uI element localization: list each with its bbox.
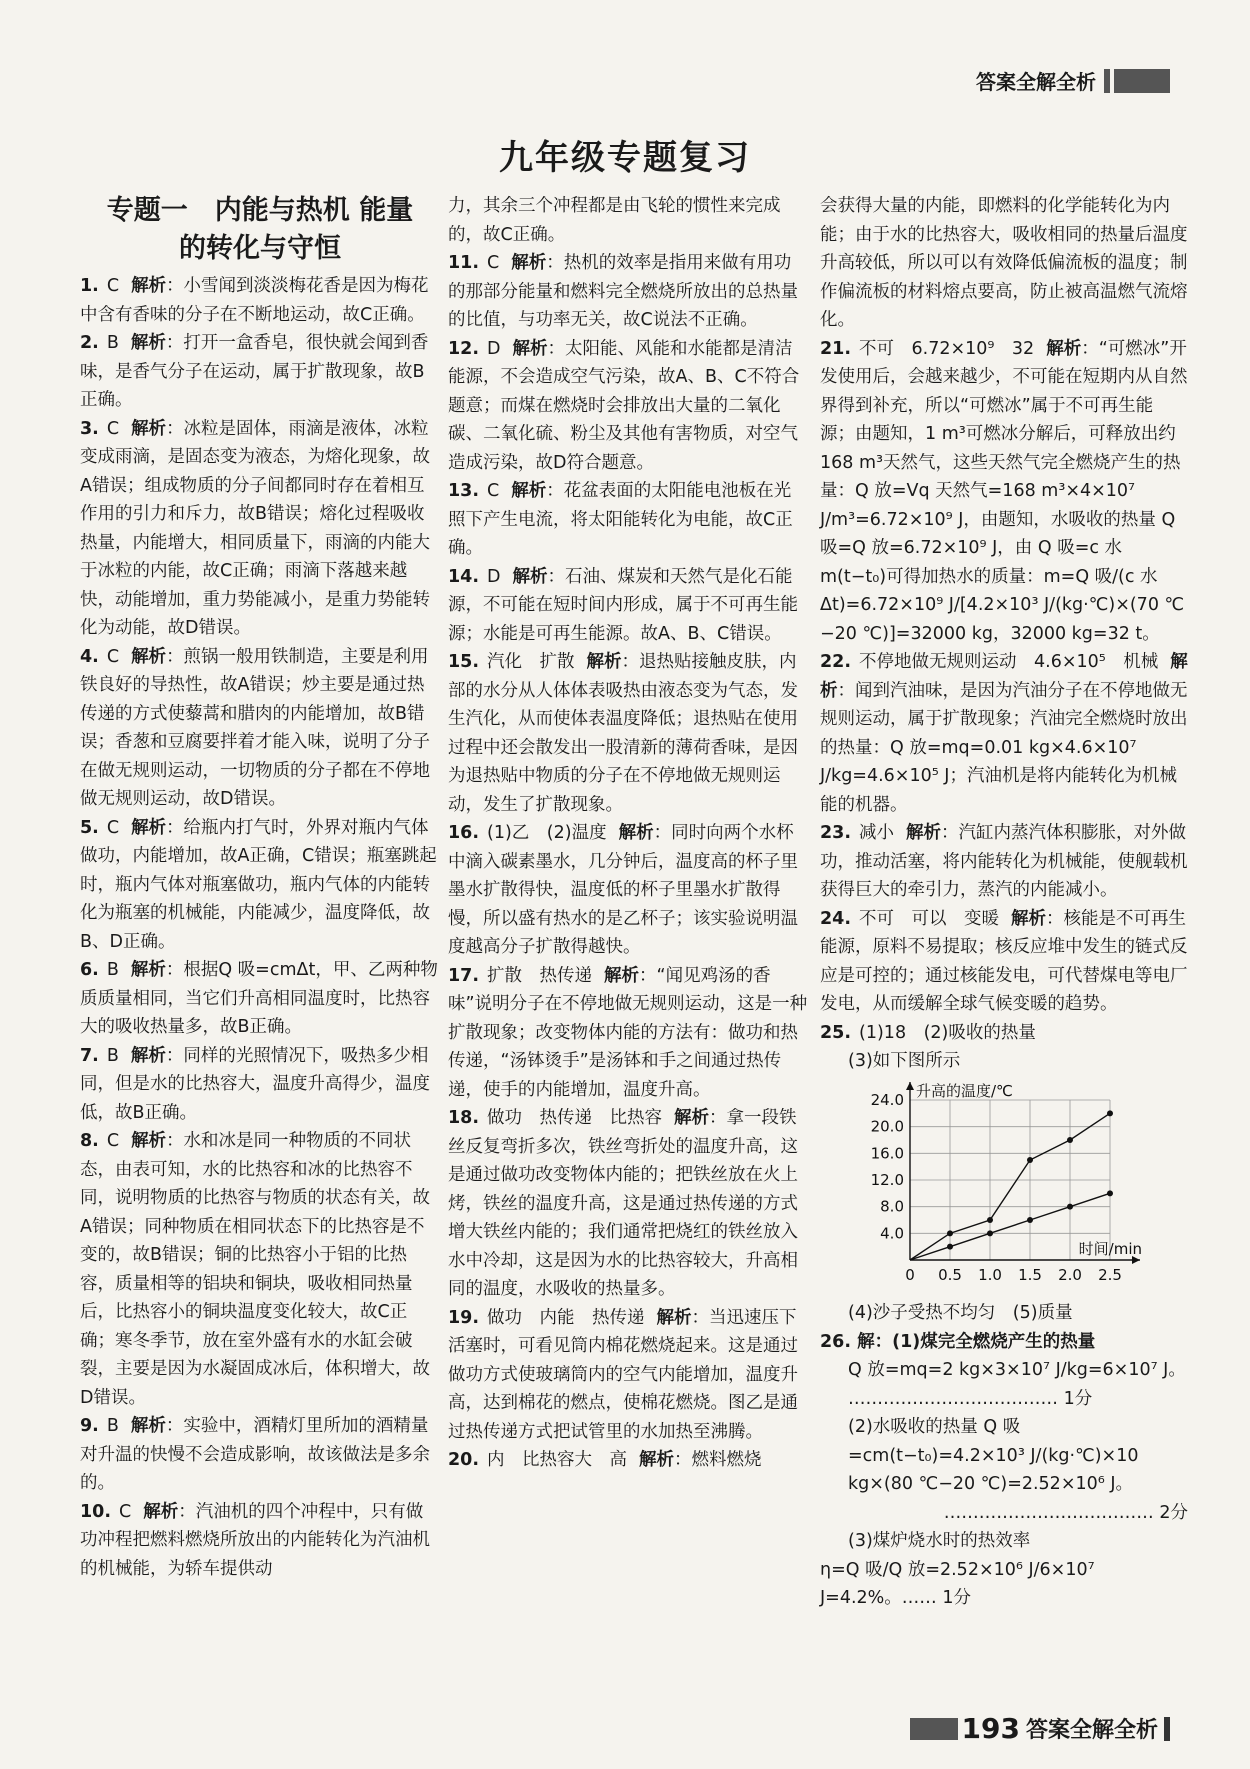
answer-item <box>80 643 440 814</box>
data-point <box>1067 1203 1073 1209</box>
analysis-text: ：闻到汽油味，是因为汽油分子在不停地做无规则运动，属于扩散现象；汽油完全燃烧时放出的热量：Q 放=mq=0.01 kg×4.6×10⁷ J/kg=4.6×10⁵ J；汽油机是将内能转化为机械能的机器。 <box>820 680 1188 815</box>
answer-item <box>448 1304 808 1447</box>
q26-score1: ……………………………… 1分 <box>848 1388 1093 1409</box>
data-point <box>1027 1157 1033 1163</box>
analysis-label: 解析 <box>130 1416 166 1436</box>
answer-number: 24. <box>820 908 852 929</box>
answer-number: 20. <box>448 1450 480 1470</box>
x-tick-label: 0 <box>905 1265 915 1284</box>
series-line-upper <box>910 1113 1110 1260</box>
analysis-label: 解析 <box>674 1108 710 1128</box>
answer-number: 9. <box>80 1416 99 1436</box>
answer-number: 6. <box>80 960 99 980</box>
answer-item <box>80 1042 440 1128</box>
answer-value: C <box>119 1501 132 1522</box>
answer-item <box>820 192 1188 335</box>
answer-value: D <box>487 566 501 587</box>
answer-number: 13. <box>448 481 480 501</box>
answer-value: 做功 热传递 比热容 <box>487 1108 663 1128</box>
answer-value: C <box>106 276 120 296</box>
answer-item <box>80 814 440 957</box>
analysis-text: ：小雪闻到淡淡梅花香是因为梅花中含有香味的分子在不断地运动，故C正确。 <box>80 276 429 325</box>
answer-item <box>448 563 808 649</box>
column-1 <box>80 192 440 1583</box>
analysis-text: ：核能是不可再生能源，原料不易提取；核反应堆中发生的链式反应是可控的；通过核能发电，可代替煤电等电厂发电，从而缓解全球气候变暖的趋势。 <box>820 908 1188 1014</box>
analysis-label: 解析 <box>131 817 167 838</box>
analysis-text: ：同时向两个水杯中滴入碳素墨水，几分钟后，温度高的杯子里墨水扩散得快，温度低的杯子里墨水扩散得慢，所以盛有热水的是乙杯子；该实验说明温度越高分子扩散得越快。 <box>448 823 798 957</box>
analysis-label: 解析 <box>1046 338 1082 359</box>
analysis-text: ：石油、煤炭和天然气是化石能源，不可能在短时间内形成，属于不可再生能源；水能是可再生能源。故A、B、C错误。 <box>448 566 798 644</box>
analysis-text: ：同样的光照情况下，吸热多少相同，但是水的比热容大，温度升高得少，温度低，故B正确。 <box>80 1045 430 1123</box>
answer-item <box>820 335 1188 649</box>
analysis-label: 解析 <box>820 652 1188 701</box>
analysis-label: 解析 <box>131 276 167 296</box>
analysis-text: ：根据Q 吸=cmΔt，甲、乙两种物质质量相同，当它们升高相同温度时，比热容大的吸收热量多，故B正确。 <box>80 960 438 1037</box>
answer-item <box>80 1127 440 1412</box>
x-tick-label: 1.5 <box>1018 1265 1042 1284</box>
page-title: 九年级专题复习 <box>499 138 751 178</box>
data-point <box>947 1243 953 1249</box>
answer-value: 减小 <box>859 823 895 843</box>
analysis-text: ：“可燃冰”开发使用后，会越来越少，不可能在短期内从自然界得到补充，所以“可燃冰”属于不可再生能源；由题知，1 m³可燃冰分解后，可释放出约168 m³天然气，这些天然气完全燃烧产生的热量：Q 放=Vq 天然气=168 m³×4×10⁷ J/m³=6.72×10⁹ J，由题知，水吸收的热量 Q 吸=Q 放=6.72×10⁹ J，由 Q 吸=c 水 m(t−t₀)可得加热水的质量：m=Q 吸/(c 水 Δt)=6.72×10⁹ J/[4.2×10³ J/(kg·℃)×(70 ℃−20 ℃)]=32000 kg，32000 kg=32 t。 <box>820 338 1188 644</box>
section-title-line2: 的转化与守恒 <box>179 233 341 264</box>
answer-value: (1)18 (2)吸收的热量 <box>859 1022 1036 1043</box>
analysis-text: ：花盆表面的太阳能电池板在光照下产生电流，将太阳能转化为电能，故C正确。 <box>448 481 793 558</box>
analysis-label: 解析 <box>639 1450 675 1470</box>
answer-value: 不可 可以 变暖 <box>859 908 1000 929</box>
answer-item <box>80 1498 440 1584</box>
analysis-text: ：冰粒是固体，雨滴是液体，冰粒变成雨滴，是固态变为液态，为熔化现象，故A错误；组成物质的分子间都同时存在着相互作用的引力和斥力，故B错误；熔化过程吸收热量，内能增大，相同质量下，雨滴的内能大于冰粒的内能，故C正确；雨滴下落越来越快，动能增加，重力势能减小，是重力势能转化为动能，故D错误。 <box>80 418 430 638</box>
answer-value: 汽化 扩散 <box>487 652 575 672</box>
section-title-line1: 专题一 内能与热机 能量 <box>106 195 414 226</box>
answer-item <box>820 905 1188 1019</box>
answer-value: B <box>106 1045 119 1066</box>
answer-number: 1. <box>80 276 99 296</box>
x-tick-label: 2.0 <box>1058 1265 1082 1284</box>
answer-item <box>80 415 440 643</box>
q26-score2: ……………………………… 2分 <box>943 1502 1188 1523</box>
answer-item <box>448 1104 808 1304</box>
answer-item <box>448 249 808 335</box>
answer-value: C <box>487 481 500 501</box>
answer-item <box>448 477 808 563</box>
footer-block <box>910 1718 958 1740</box>
answer-number: 5. <box>80 817 99 838</box>
footer-label: 答案全解全析 <box>1025 1718 1158 1743</box>
analysis-label: 解析 <box>130 333 166 353</box>
analysis-text: ：打开一盒香皂，很快就会闻到香味，是香气分子在运动，属于扩散现象，故B正确。 <box>80 333 429 410</box>
answer-number: 23. <box>820 823 852 843</box>
answer-number: 21. <box>820 338 852 359</box>
answer-number: 4. <box>80 646 99 667</box>
answer-value: B <box>106 960 119 980</box>
header-divider <box>1104 69 1110 93</box>
temperature-chart <box>860 1080 1160 1290</box>
answer-value: B <box>106 1416 119 1436</box>
answer-value: 做功 内能 热传递 <box>487 1307 645 1328</box>
answer-number: 12. <box>448 338 480 359</box>
x-tick-label: 2.5 <box>1098 1265 1122 1284</box>
analysis-text: ：退热贴接触皮肤，内部的水分从人体体表吸热由液态变为气态，发生汽化，从而使体表温度降低；退热贴在使用过程中还会散发出一股清新的薄荷香味，是因为退热贴中物质的分子在不停地做无规则运动，发生了扩散现象。 <box>448 652 798 815</box>
analysis-label: 解析 <box>130 960 166 980</box>
analysis-text: 力，其余三个冲程都是由飞轮的惯性来完成的，故C正确。 <box>448 196 781 245</box>
q26-line4: η=Q 吸/Q 放=2.52×10⁶ J/6×10⁷ J=4.2%。…… 1分 <box>820 1559 1095 1608</box>
footer-divider <box>1164 1717 1170 1741</box>
q26-head: 26. 解：(1)煤完全燃烧产生的热量 <box>820 1331 1096 1352</box>
answer-value: 不可 6.72×10⁹ 32 <box>859 338 1035 359</box>
analysis-label: 解析 <box>143 1501 179 1522</box>
answer-number: 25. <box>820 1022 852 1043</box>
answer-item <box>80 329 440 415</box>
page-number: 193 <box>961 1712 1020 1745</box>
answer-number: 15. <box>448 652 480 672</box>
answer-value: D <box>487 338 501 359</box>
answer-number: 2. <box>80 333 99 353</box>
q25-sub45: (4)沙子受热不均匀 (5)质量 <box>848 1303 1073 1323</box>
analysis-label: 解析 <box>906 823 942 843</box>
answer-item <box>448 1446 808 1475</box>
analysis-label: 解析 <box>131 418 167 439</box>
answer-number: 16. <box>448 823 480 843</box>
answer-number: 22. <box>820 652 852 672</box>
answer-value: C <box>106 418 120 439</box>
answer-value: 扩散 热传递 <box>487 965 593 986</box>
answer-item <box>80 272 440 329</box>
answer-item <box>448 962 808 1105</box>
answer-item <box>448 648 808 819</box>
analysis-label: 解析 <box>511 253 547 273</box>
answer-item <box>448 192 808 249</box>
column-3 <box>820 192 1188 1613</box>
answer-item <box>448 335 808 478</box>
analysis-label: 解析 <box>512 566 548 587</box>
x-tick-label: 0.5 <box>938 1265 962 1284</box>
y-tick-label: 4.0 <box>880 1223 904 1242</box>
answer-list-2 <box>448 192 808 1475</box>
analysis-label: 解析 <box>511 481 547 501</box>
analysis-text: ：给瓶内打气时，外界对瓶内气体做功，内能增加，故A正确，C错误；瓶塞跳起时，瓶内气体对瓶塞做功，瓶内气体的内能转化为瓶塞的机械能，内能减少，温度降低，故B、D正确。 <box>80 817 437 952</box>
answer-value: 内 比热容大 高 <box>487 1450 628 1470</box>
analysis-label: 解析 <box>131 1131 167 1151</box>
header-block <box>1114 69 1170 93</box>
answer-value: 不停地做无规则运动 4.6×10⁵ 机械 <box>859 652 1159 672</box>
answer-item <box>820 1019 1188 1048</box>
header-label: 答案全解全析 <box>976 70 1096 94</box>
answer-number: 14. <box>448 566 480 587</box>
answer-number: 7. <box>80 1045 99 1066</box>
section-title <box>80 192 440 268</box>
analysis-text: ：煎锅一般用铁制造，主要是利用铁良好的导热性，故A错误；炒主要是通过热传递的方式使藜蒿和腊肉的内能增加，故B错误；香葱和豆腐要拌着才能入味，说明了分子在做无规则运动，一切物质的分子都在不停地做无规则运动，故D错误。 <box>80 646 430 809</box>
answer-number: 19. <box>448 1307 480 1328</box>
answer-value: C <box>106 646 120 667</box>
analysis-text: ：拿一段铁丝反复弯折多次，铁丝弯折处的温度升高，这是通过做功改变物体内能的；把铁丝放在火上烤，铁丝的温度升高，这是通过热传递的方式增大铁丝内能的；我们通常把烧红的铁丝放入水中冷却，这是因为水的比热容较大，升高相同的温度，水吸收的热量多。 <box>448 1108 798 1299</box>
y-tick-label: 12.0 <box>870 1170 904 1189</box>
answer-item <box>820 819 1188 905</box>
analysis-text: ：水和冰是同一种物质的不同状态，由表可知，水的比热容和冰的比热容不同，说明物质的比热容与物质的状态有关，故A错误；同种物质在相同状态下的比热容是不变的，故B错误；铜的比热容小于铝的比热容，质量相等的铝块和铜块，吸收相同热量后，比热容小的铜块温度变化较大，故C正确；寒冬季节，放在室外盛有水的水缸会破裂，主要是因为水凝固成冰后，体积增大，故D错误。 <box>80 1131 430 1408</box>
y-tick-label: 24.0 <box>870 1090 904 1109</box>
data-point <box>1107 1190 1113 1196</box>
answer-list-1 <box>80 272 440 1583</box>
analysis-text: ：汽油机的四个冲程中，只有做功冲程把燃料燃烧所放出的内能转化为汽油机的机械能，为轿车提供动 <box>80 1501 430 1579</box>
analysis-text: ：燃料燃烧 <box>674 1450 762 1470</box>
answer-value: B <box>106 333 119 353</box>
answer-item <box>80 1412 440 1498</box>
q26-line1: Q 放=mq=2 kg×3×10⁷ J/kg=6×10⁷ J。 <box>848 1360 1186 1380</box>
column-2 <box>448 192 808 1475</box>
answer-number: 17. <box>448 965 480 986</box>
q25-sub3: (3)如下图所示 <box>848 1051 961 1071</box>
analysis-text: ：太阳能、风能和水能都是清洁能源，不会造成空气污染，故A、B、C不符合题意；而煤在燃烧时会排放出大量的二氧化碳、二氧化硫、粉尘及其他有害物质，对空气造成污染，故D符合题意。 <box>448 338 800 473</box>
answer-number: 8. <box>80 1131 99 1151</box>
analysis-label: 解析 <box>130 1045 166 1066</box>
analysis-text: ：汽缸内蒸汽体积膨胀，对外做功，推动活塞，将内能转化为机械能，使舰载机获得巨大的牵引力，蒸汽的内能减小。 <box>820 823 1188 900</box>
data-point <box>987 1217 993 1223</box>
y-tick-label: 20.0 <box>870 1117 904 1136</box>
answer-value: (1)乙 (2)温度 <box>487 823 607 843</box>
answer-number: 3. <box>80 418 99 439</box>
page-header <box>976 66 1170 95</box>
analysis-label: 解析 <box>604 965 640 986</box>
analysis-text: ：“闻见鸡汤的香味”说明分子在不停地做无规则运动，这是一种扩散现象；改变物体内能的方法有：做功和热传递，“汤钵烫手”是汤钵和手之间通过热传递，使手的内能增加，温度升高。 <box>448 965 808 1100</box>
answer-number: 11. <box>448 253 480 273</box>
answer-value: C <box>106 1131 120 1151</box>
q26-line2: (2)水吸收的热量 Q 吸=cm(t−t₀)=4.2×10³ J/(kg·℃)×10 kg×(80 ℃−20 ℃)=2.52×10⁶ J。 <box>848 1417 1139 1494</box>
data-point <box>1067 1137 1073 1143</box>
analysis-label: 解析 <box>586 652 622 672</box>
answer-number: 18. <box>448 1108 480 1128</box>
analysis-label: 解析 <box>512 338 548 359</box>
analysis-text: ：实验中，酒精灯里所加的酒精量对升温的快慢不会造成影响，故该做法是多余的。 <box>80 1416 430 1493</box>
x-tick-label: 1.0 <box>978 1265 1002 1284</box>
analysis-text: 会获得大量的内能，即燃料的化学能转化为内能；由于水的比热容大，吸收相同的热量后温度升高较低，所以可以有效降低偏流板的温度；制作偏流板的材料熔点要高，防止被高温燃气流熔化。 <box>820 196 1188 330</box>
analysis-label: 解析 <box>656 1307 692 1328</box>
answer-value: C <box>106 817 120 838</box>
analysis-text: ：热机的效率是指用来做有用功的那部分能量和燃料完全燃烧所放出的总热量的比值，与功率无关，故C说法不正确。 <box>448 253 798 330</box>
y-axis-arrow <box>906 1082 914 1090</box>
analysis-label: 解析 <box>1011 908 1047 929</box>
analysis-label: 解析 <box>131 646 167 667</box>
answer-item <box>80 956 440 1042</box>
analysis-label: 解析 <box>618 823 654 843</box>
answer-number: 10. <box>80 1501 112 1522</box>
answer-item <box>820 648 1188 819</box>
data-point <box>1107 1110 1113 1116</box>
y-tick-label: 16.0 <box>870 1143 904 1162</box>
x-axis-label: 时间/min <box>1078 1239 1142 1258</box>
y-axis-label: 升高的温度/℃ <box>916 1081 1013 1100</box>
analysis-text: ：当迅速压下活塞时，可看见筒内棉花燃烧起来。这是通过做功方式使玻璃筒内的空气内能增加，温度升高，达到棉花的燃点，使棉花燃烧。图乙是通过热传递方式把试管里的水加热至沸腾。 <box>448 1307 798 1442</box>
data-point <box>987 1230 993 1236</box>
page-footer <box>910 1712 1170 1745</box>
answer-value: C <box>487 253 500 273</box>
answer-item <box>448 819 808 962</box>
answer-list-3 <box>820 192 1188 1047</box>
data-point <box>947 1230 953 1236</box>
q26-line3: (3)煤炉烧水时的热效率 <box>848 1531 1031 1551</box>
y-tick-label: 8.0 <box>880 1197 904 1216</box>
data-point <box>1027 1217 1033 1223</box>
